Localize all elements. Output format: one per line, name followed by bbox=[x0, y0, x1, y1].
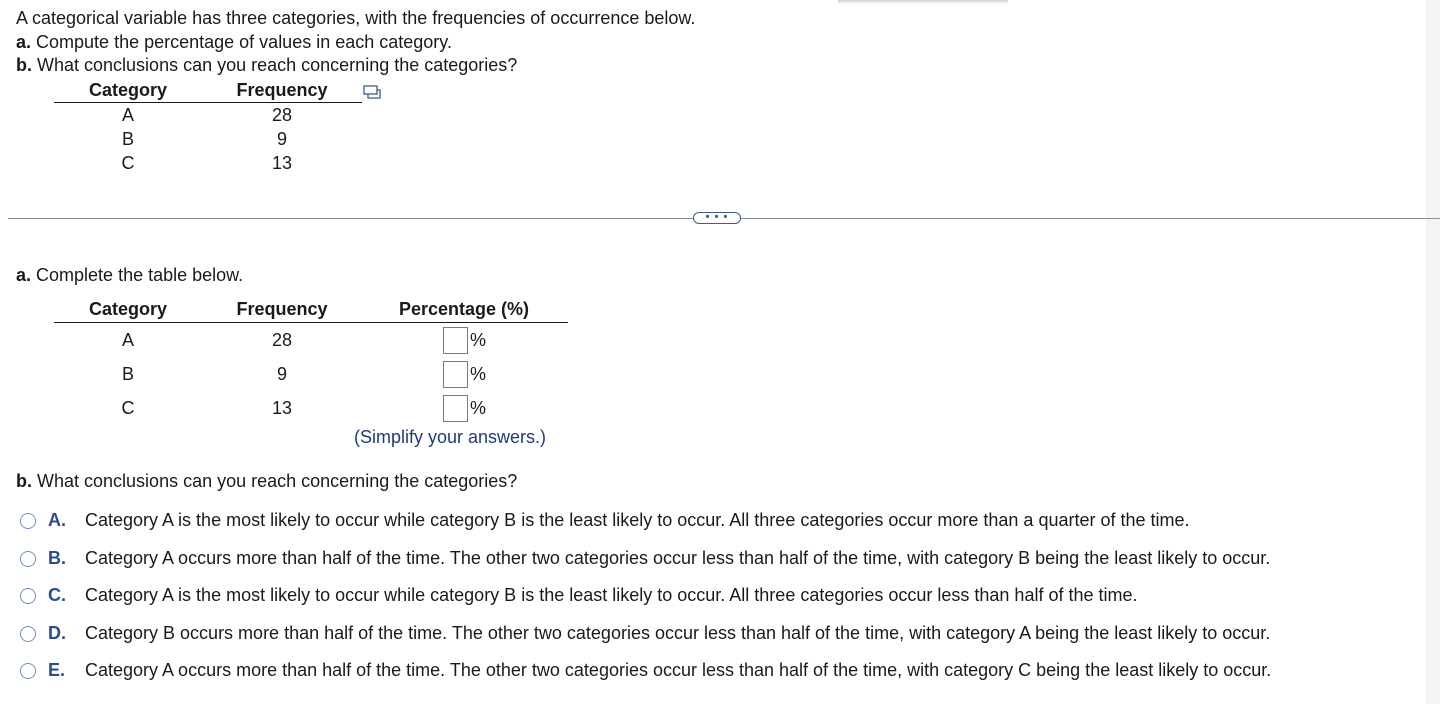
part-a-instruction bbox=[16, 265, 243, 286]
table-cell-frequency: 13 bbox=[271, 153, 293, 173]
option-text[interactable]: Category A is the most likely to occur while category B is the least likely to occur. All three categories occur less than half of the time. bbox=[85, 585, 1138, 605]
percent-input-c[interactable] bbox=[443, 395, 468, 422]
answer-header-percentage: Percentage (%) bbox=[398, 299, 530, 319]
option-text[interactable]: Category A occurs more than half of the time. The other two categories occur less than half of the time, with category C being the least likely to occur. bbox=[85, 660, 1272, 680]
answer-header-frequency: Frequency bbox=[236, 299, 328, 319]
part-a-label: a. bbox=[16, 32, 32, 52]
option-letter: C. bbox=[48, 585, 66, 605]
table-cell-category: A bbox=[121, 105, 134, 125]
answer-cell-frequency: 28 bbox=[271, 330, 293, 350]
option-text[interactable]: Category A occurs more than half of the time. The other two categories occur less than half of the time, with category B being the least likely to occur. bbox=[85, 548, 1271, 568]
table-cell-category: C bbox=[121, 153, 135, 173]
answer-cell-category: B bbox=[121, 364, 134, 384]
part-b-question bbox=[16, 471, 517, 492]
scrollbar-track[interactable] bbox=[1426, 0, 1440, 704]
question-part-a bbox=[16, 32, 452, 53]
part-b-label: b. bbox=[16, 55, 32, 75]
part-b-heading-label: b. bbox=[16, 471, 32, 491]
option-letter: E. bbox=[48, 660, 66, 680]
answer-header-rule bbox=[54, 322, 568, 323]
option-letter: D. bbox=[48, 623, 66, 643]
table-cell-frequency: 28 bbox=[271, 105, 293, 125]
table-header-rule bbox=[54, 102, 362, 103]
question-part-b bbox=[16, 55, 517, 76]
table-header-frequency: Frequency bbox=[236, 80, 328, 100]
answer-cell-category: A bbox=[121, 330, 134, 350]
answer-header-category: Category bbox=[88, 299, 168, 319]
simplify-hint: (Simplify your answers.) bbox=[354, 427, 547, 447]
option-text[interactable]: Category B occurs more than half of the time. The other two categories occur less than half of the time, with category A being the least likely to occur. bbox=[85, 623, 1271, 643]
question-intro: A categorical variable has three categories, with the frequencies of occurrence below. bbox=[16, 8, 696, 28]
percent-input-b[interactable] bbox=[443, 361, 468, 388]
more-options-button[interactable]: • • • bbox=[693, 212, 741, 224]
part-a-text: Compute the percentage of values in each category. bbox=[36, 32, 452, 52]
radio-option-a[interactable] bbox=[20, 513, 36, 529]
part-a-heading-label: a. bbox=[16, 265, 32, 285]
radio-option-d[interactable] bbox=[20, 626, 36, 642]
part-b-text: What conclusions can you reach concerning the categories? bbox=[37, 55, 518, 75]
part-a-instruction-text: Complete the table below. bbox=[36, 265, 244, 285]
percent-sign: % bbox=[470, 398, 487, 418]
answer-cell-frequency: 13 bbox=[271, 398, 293, 418]
table-header-category: Category bbox=[88, 80, 168, 100]
answer-cell-category: C bbox=[121, 398, 135, 418]
percent-input-a[interactable] bbox=[443, 327, 468, 354]
answer-cell-frequency: 9 bbox=[276, 364, 287, 384]
option-letter: A. bbox=[48, 510, 66, 530]
radio-option-e[interactable] bbox=[20, 663, 36, 679]
part-b-question-text: What conclusions can you reach concerning the categories? bbox=[37, 471, 518, 491]
top-shadow bbox=[838, 0, 1008, 4]
radio-option-b[interactable] bbox=[20, 551, 36, 567]
copy-data-icon[interactable] bbox=[363, 85, 381, 99]
option-text[interactable]: Category A is the most likely to occur while category B is the least likely to occur. All three categories occur more than a quarter of the time. bbox=[85, 510, 1190, 530]
radio-option-c[interactable] bbox=[20, 588, 36, 604]
percent-sign: % bbox=[470, 364, 487, 384]
percent-sign: % bbox=[470, 330, 487, 350]
table-cell-category: B bbox=[121, 129, 134, 149]
option-letter: B. bbox=[48, 548, 66, 568]
table-cell-frequency: 9 bbox=[276, 129, 287, 149]
